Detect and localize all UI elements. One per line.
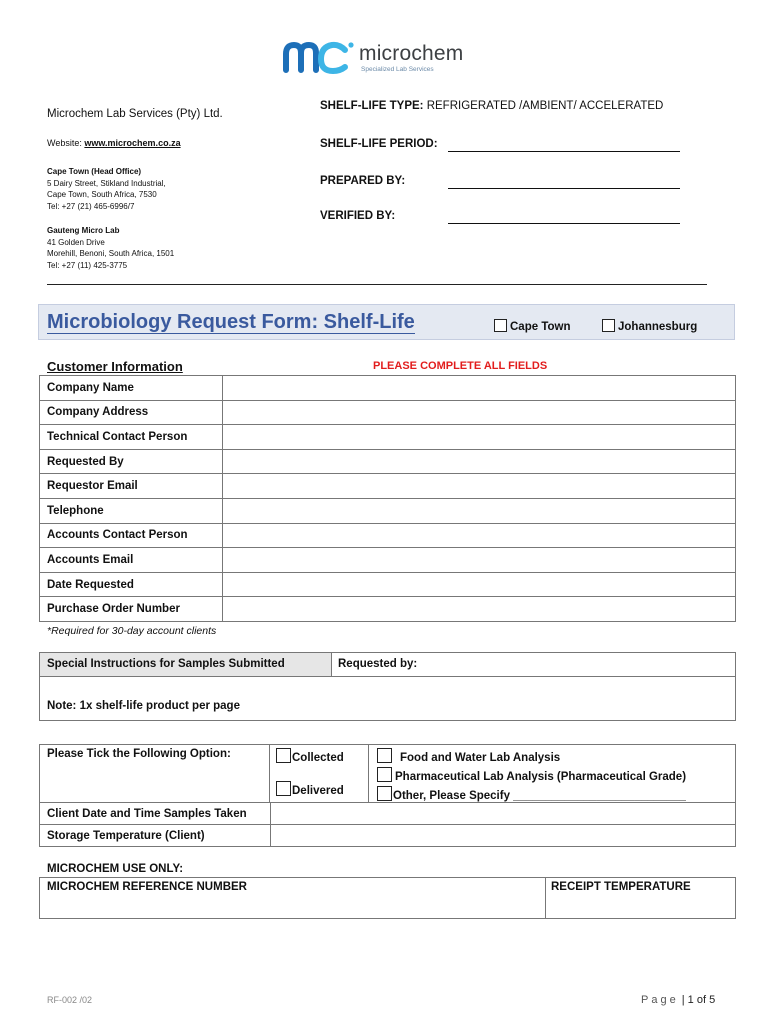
shelf-life-type [320,100,663,112]
office-address-1: 5 Dairy Street, Stikland Industrial, [47,178,166,188]
company-name: Microchem Lab Services (Pty) Ltd. [47,108,223,120]
johannesburg-label: Johannesburg [618,321,698,333]
header-divider [47,284,707,285]
other-option[interactable] [377,786,686,802]
verified-by-line[interactable] [448,222,680,224]
field-label: Telephone [40,498,223,523]
field-label: Accounts Email [40,548,223,573]
table-row [40,548,736,573]
food-water-option[interactable] [377,748,560,764]
table-row [40,597,736,622]
mc-logo-icon [283,40,355,76]
table-row [40,449,736,474]
pharma-option[interactable] [377,767,686,783]
prepared-by [320,175,405,187]
prepared-by-line[interactable] [448,187,680,189]
cape-town-label: Cape Town [510,321,571,333]
website-label: Website: [47,138,82,148]
collected-label: Collected [292,752,344,764]
logo-tagline: Specialized Lab Services [361,66,434,73]
cape-town-checkbox[interactable] [494,319,507,332]
sample-details-table [39,802,736,847]
requested-by-label: Requested by: [338,658,418,670]
shelf-life-note: Note: 1x shelf-life product per page [47,700,240,712]
field-label: Company Address [40,400,223,425]
website-line [47,138,181,148]
office-address-2: Morehill, Benoni, South Africa, 1501 [47,249,175,258]
verified-by [320,210,395,222]
office-phone: Tel: +27 (21) 465-6996/7 [47,201,135,211]
johannesburg-option[interactable] [602,319,697,333]
office-address-1: 41 Golden Drive [47,237,105,247]
field-label: Company Name [40,376,223,401]
table-row [40,400,736,425]
field-input[interactable] [223,572,736,597]
shelf-life-type-value: REFRIGERATED /AMBIENT/ ACCELERATED [426,100,664,112]
delivered-option[interactable] [276,781,344,797]
field-label: Requestor Email [40,474,223,499]
field-label: Date Requested [40,572,223,597]
collected-checkbox[interactable] [276,748,291,763]
field-input[interactable] [223,523,736,548]
table-row [40,474,736,499]
food-water-checkbox[interactable] [377,748,392,763]
delivered-checkbox[interactable] [276,781,291,796]
page-number [641,994,715,1006]
complete-all-fields-notice: PLEASE COMPLETE ALL FIELDS [373,360,548,372]
collected-option[interactable] [276,748,344,764]
form-title: Microbiology Request Form: Shelf-Life [47,311,415,333]
client-date-field[interactable] [271,803,736,825]
cape-town-office [47,166,166,212]
other-label: Other, Please Specify ___________________________ [393,790,686,802]
page-count: | 1 of 5 [681,994,716,1006]
storage-temp-label: Storage Temperature (Client) [40,825,271,847]
table-row [40,376,736,401]
office-address-2: Cape Town, South Africa, 7530 [47,190,157,199]
field-label: Requested By [40,449,223,474]
office-title: Gauteng Micro Lab [47,226,120,235]
field-input[interactable] [223,400,736,425]
customer-info-table [39,375,736,622]
reference-number-label: MICROCHEM REFERENCE NUMBER [47,881,247,893]
field-input[interactable] [223,474,736,499]
storage-temp-field[interactable] [271,825,736,847]
receipt-temperature-label: RECEIPT TEMPERATURE [551,881,691,893]
cape-town-option[interactable] [494,319,570,333]
shelf-life-period [320,138,438,150]
website-link[interactable]: www.microchem.co.za [84,138,181,148]
johannesburg-checkbox[interactable] [602,319,615,332]
field-label: Purchase Order Number [40,597,223,622]
page-word: Page [641,994,679,1006]
shelf-life-period-line[interactable] [448,150,680,152]
field-input[interactable] [223,498,736,523]
special-instructions-box[interactable] [39,676,736,721]
table-row [40,523,736,548]
verified-by-label: VERIFIED BY: [320,210,396,222]
field-input[interactable] [223,449,736,474]
field-input[interactable] [223,548,736,573]
customer-info-heading: Customer Information [47,359,183,374]
field-label: Technical Contact Person [40,425,223,450]
required-footnote: *Required for 30-day account clients [47,625,217,637]
table-row [40,498,736,523]
food-water-label: Food and Water Lab Analysis [400,752,561,764]
shelf-life-period-label: SHELF-LIFE PERIOD: [320,138,438,150]
field-input[interactable] [223,597,736,622]
client-date-label: Client Date and Time Samples Taken [40,803,271,825]
pharma-checkbox[interactable] [377,767,392,782]
delivered-label: Delivered [292,785,344,797]
other-checkbox[interactable] [377,786,392,801]
table-row [40,572,736,597]
special-instructions-label: Special Instructions for Samples Submitted [47,658,285,670]
microchem-use-heading: MICROCHEM USE ONLY: [47,863,184,875]
tick-option-label: Please Tick the Following Option: [47,748,231,760]
shelf-life-type-label: SHELF-LIFE TYPE: [320,100,424,112]
field-input[interactable] [223,425,736,450]
field-label: Accounts Contact Person [40,523,223,548]
pharma-label: Pharmaceutical Lab Analysis (Pharmaceutical Grade) [395,771,687,783]
office-phone: Tel: +27 (11) 425-3775 [47,260,128,270]
gauteng-office [47,225,174,271]
table-row [40,425,736,450]
document-code: RF-002 /02 [47,995,93,1005]
logo-wordmark: microchem [359,42,464,65]
prepared-by-label: PREPARED BY: [320,175,406,187]
office-title: Cape Town (Head Office) [47,167,142,176]
microchem-logo [283,40,493,76]
field-input[interactable] [223,376,736,401]
